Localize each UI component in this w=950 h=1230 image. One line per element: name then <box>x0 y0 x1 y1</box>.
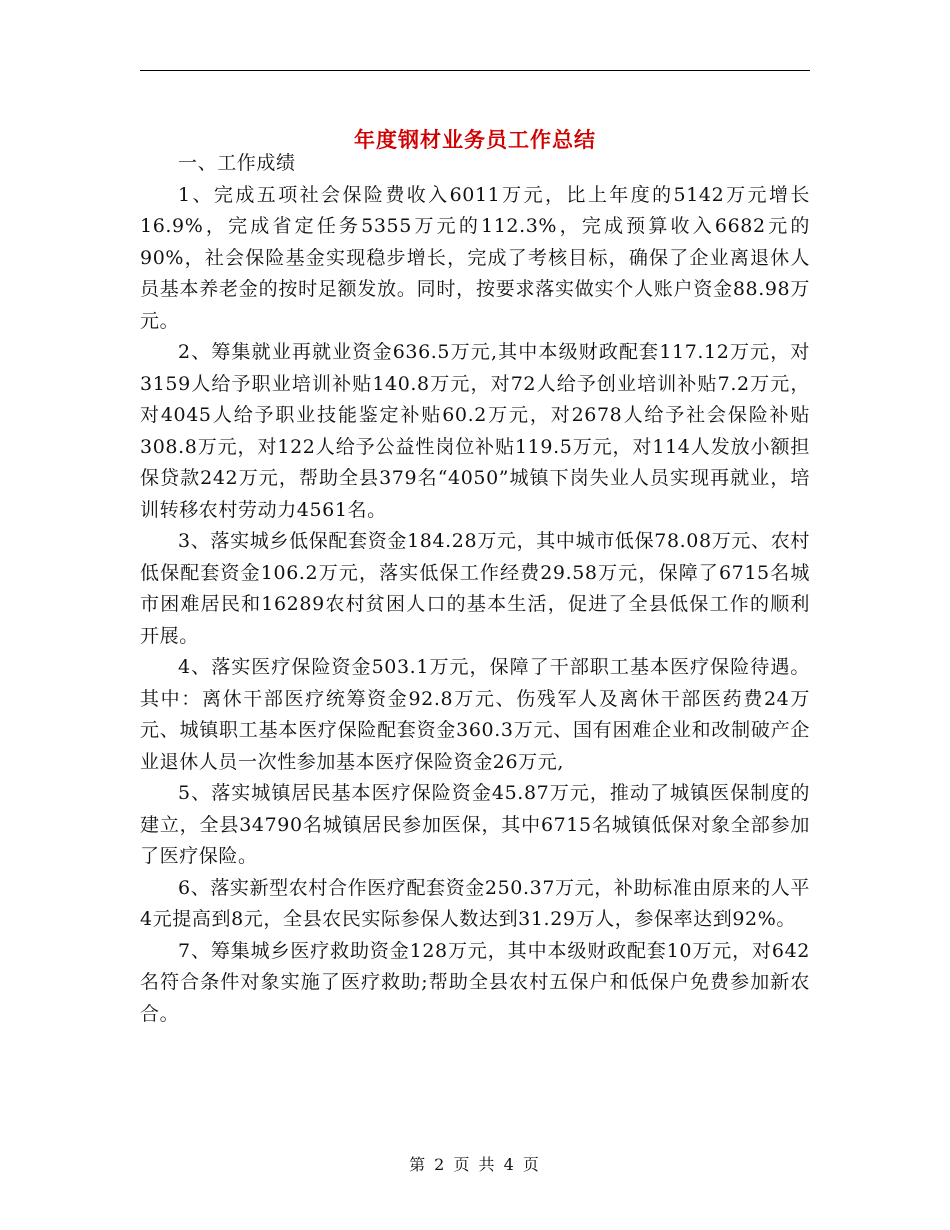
paragraph-item-2: 2、筹集就业再就业资金636.5万元,其中本级财政配套117.12万元，对3159人给予职业培训补贴140.8万元，对72人给予创业培训补贴7.2万元，对4045人给予职业技能鉴定补贴60.2万元，对2678人给予社会保险补贴308.8万元，对122人给予公益性岗位补贴119.5万元，对114人发放小额担保贷款242万元，帮助全县379名“4050”城镇下岗失业人员实现再就业，培训转移农村劳动力4561名。 <box>140 341 810 521</box>
section-heading: 一、工作成绩 <box>178 152 296 174</box>
paragraph-item-1: 1、完成五项社会保险费收入6011万元，比上年度的5142万元增长16.9%，完成省定任务5355万元的112.3%，完成预算收入6682元的90%，社会保险基金实现稳步增长，完成了考核目标，确保了企业离退休人员基本养老金的按时足额发放。同时，按要求落实做实个人账户资金88.98万元。 <box>140 183 810 332</box>
paragraph-item-7: 7、筹集城乡医疗救助资金128万元，其中本级财政配套10万元，对642名符合条件对象实施了医疗救助;帮助全县农村五保户和低保户免费参加新农合。 <box>140 939 810 1025</box>
header-rule <box>140 70 810 71</box>
paragraph-item-4: 4、落实医疗保险资金503.1万元，保障了干部职工基本医疗保险待遇。其中：离休干部医疗统筹资金92.8万元、伤残军人及离休干部医药费24万元、城镇职工基本医疗保险配套资金360.3万元、国有困难企业和改制破产企业退休人员一次性参加基本医疗保险资金26万元, <box>140 656 810 773</box>
document-title: 年度钢材业务员工作总结 <box>354 128 596 153</box>
document-body <box>140 148 810 1030</box>
paragraph-item-5: 5、落实城镇居民基本医疗保险资金45.87万元，推动了城镇医保制度的建立，全县34790名城镇居民参加医保，其中6715名城镇低保对象全部参加了医疗保险。 <box>140 782 810 867</box>
paragraph-item-6: 6、落实新型农村合作医疗配套资金250.37万元，补助标准由原来的人平4元提高到8元，全县农民实际参保人数达到31.29万人，参保率达到92%。 <box>140 876 810 930</box>
paragraph-item-3: 3、落实城乡低保配套资金184.28万元，其中城市低保78.08万元、农村低保配套资金106.2万元，落实低保工作经费29.58万元，保障了6715名城市困难居民和16289农村贫困人口的基本生活，促进了全县低保工作的顺利开展。 <box>140 530 810 647</box>
page-number-footer: 第 2 页 共 4 页 <box>409 1155 541 1174</box>
